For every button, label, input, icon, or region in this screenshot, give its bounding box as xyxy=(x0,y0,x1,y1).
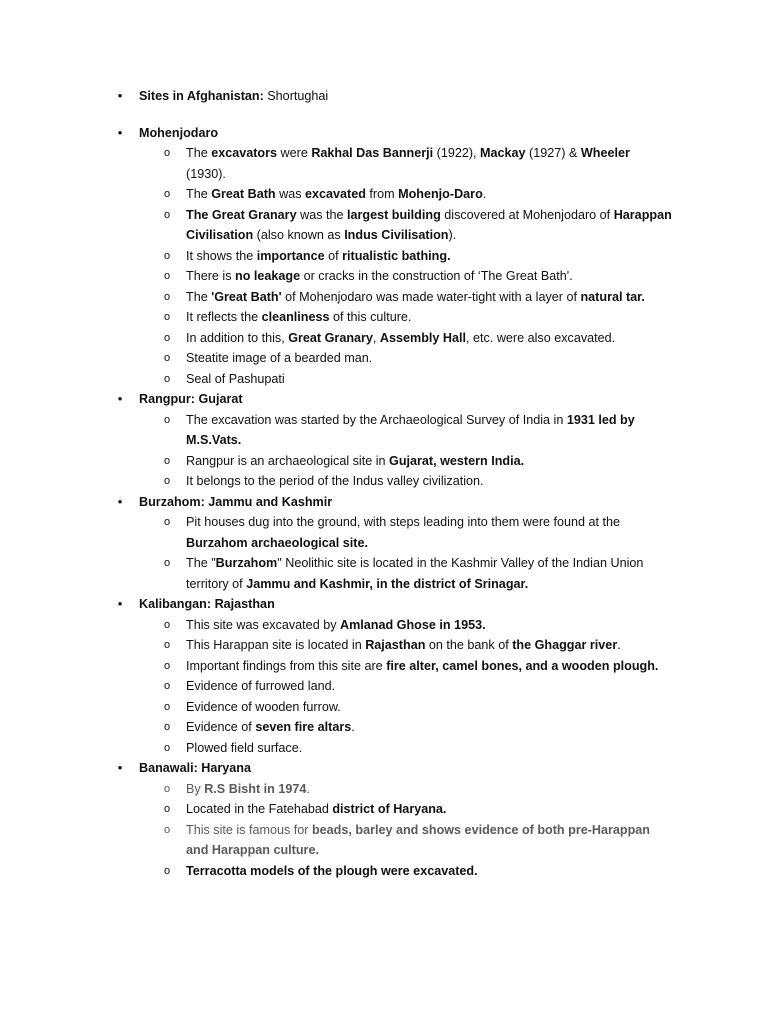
text-segment: Burzahom: Jammu and Kashmir xyxy=(139,494,333,509)
list-item xyxy=(0,861,768,882)
text-segment: (1927) & xyxy=(525,146,581,160)
circle-bullet-icon: o xyxy=(163,475,171,487)
text-segment: Rajasthan xyxy=(365,638,426,652)
text-segment: excavated xyxy=(305,187,366,201)
text-segment: of Mohenjodaro was made water-tight with a layer of xyxy=(281,289,581,304)
bullet-icon: • xyxy=(117,493,123,509)
circle-bullet-icon: o xyxy=(163,864,171,877)
text-segment: from xyxy=(365,187,399,201)
text-segment: 1931 led by M.S.Vats. xyxy=(186,412,635,447)
text-segment: This site is famous for xyxy=(186,822,312,837)
text-segment: Indus Civilisation xyxy=(344,228,449,242)
text-segment: Rakhal Das Bannerji xyxy=(311,146,434,160)
text-segment: Important findings from this site are xyxy=(186,658,387,673)
text-segment: Rangpur is an archaeological site in xyxy=(186,453,390,468)
circle-bullet-icon: o xyxy=(163,803,171,815)
text-segment: The Great Granary xyxy=(186,207,297,222)
text-segment: . xyxy=(306,781,310,796)
bullet-icon: • xyxy=(117,88,123,103)
text-segment: Plowed field surface. xyxy=(186,740,303,755)
section-heading xyxy=(0,758,768,779)
text-segment: Amlanad Ghose in 1953. xyxy=(340,617,486,632)
list-item xyxy=(0,697,768,718)
circle-bullet-icon: o xyxy=(163,290,171,303)
text-segment: Burzahom xyxy=(215,556,278,570)
text-segment: ). xyxy=(448,228,457,242)
text-segment: The xyxy=(186,146,212,160)
list-item xyxy=(0,799,768,820)
list-item xyxy=(0,738,768,759)
list-item xyxy=(0,471,768,492)
circle-bullet-icon: o xyxy=(163,680,171,692)
circle-bullet-icon: o xyxy=(163,372,171,385)
circle-bullet-icon: o xyxy=(163,311,171,323)
circle-bullet-icon: o xyxy=(163,639,171,651)
text-segment: of xyxy=(324,248,343,263)
list-item xyxy=(0,266,768,287)
list-item xyxy=(0,820,768,861)
text-segment: In addition to this, xyxy=(186,330,289,345)
circle-bullet-icon: o xyxy=(163,782,171,795)
list-item xyxy=(0,451,768,472)
text-segment: Gujarat, western India. xyxy=(389,453,525,468)
text-segment: excavators xyxy=(211,146,278,160)
text-segment: Evidence of xyxy=(186,720,256,734)
text-segment: Steatite image of a bearded man. xyxy=(186,351,373,365)
text-segment: Evidence of wooden furrow. xyxy=(186,699,341,714)
text-segment: were xyxy=(277,146,312,160)
bullet-icon: • xyxy=(117,124,123,140)
circle-bullet-icon: o xyxy=(163,557,171,569)
text-segment: By xyxy=(186,781,205,796)
text-segment: Shortughai xyxy=(263,89,329,103)
text-segment: district of Haryana. xyxy=(332,802,447,816)
text-segment: natural tar. xyxy=(580,289,645,304)
circle-bullet-icon: o xyxy=(163,147,171,159)
list-item xyxy=(0,553,768,594)
text-segment: This Harappan site is located in xyxy=(186,638,366,652)
text-segment: R.S Bisht in 1974 xyxy=(204,781,307,796)
circle-bullet-icon: o xyxy=(163,413,171,426)
text-segment: (1922), xyxy=(433,146,481,160)
bullet-icon: • xyxy=(117,760,123,775)
list-item xyxy=(0,143,768,184)
circle-bullet-icon: o xyxy=(163,249,171,262)
list-item xyxy=(0,615,768,636)
text-segment: Great Bath xyxy=(211,187,276,201)
text-segment: Terracotta models of the plough were excavated. xyxy=(186,863,478,878)
text-segment: Sites in Afghanistan: xyxy=(139,89,264,103)
circle-bullet-icon: o xyxy=(163,352,171,364)
circle-bullet-icon: o xyxy=(163,188,171,200)
circle-bullet-icon: o xyxy=(163,270,171,282)
text-segment: Rangpur: Gujarat xyxy=(139,392,243,406)
text-segment: largest building xyxy=(347,207,441,222)
text-segment: There is xyxy=(186,269,235,283)
circle-bullet-icon: o xyxy=(163,208,171,221)
text-segment: 'Great Bath' xyxy=(211,289,282,304)
list-item xyxy=(0,246,768,267)
text-segment: seven fire altars xyxy=(255,720,352,734)
text-segment: Located in the Fatehabad xyxy=(186,802,333,816)
section-heading xyxy=(0,86,768,107)
text-segment: The excavation was started by the Archaeological Survey of India in xyxy=(186,412,567,427)
circle-bullet-icon: o xyxy=(163,741,171,754)
text-segment: fire alter, camel bones, and a wooden plough. xyxy=(386,658,659,673)
circle-bullet-icon: o xyxy=(163,618,171,631)
document-body xyxy=(0,86,768,881)
text-segment: of this culture. xyxy=(329,310,412,324)
text-segment: Pit houses dug into the ground, with steps leading into them were found at the xyxy=(186,515,621,529)
text-segment: The xyxy=(186,187,212,201)
text-segment: It belongs to the period of the Indus valley civilization. xyxy=(186,474,484,488)
text-segment: Evidence of furrowed land. xyxy=(186,679,336,693)
text-segment: on the bank of xyxy=(425,638,513,652)
circle-bullet-icon: o xyxy=(163,659,171,672)
text-segment: . xyxy=(351,720,355,734)
text-segment: (also known as xyxy=(253,228,345,242)
text-segment: Harappan Civilisation xyxy=(186,207,672,242)
text-segment: Mackay xyxy=(480,146,526,160)
circle-bullet-icon: o xyxy=(163,516,171,528)
list-item xyxy=(0,410,768,451)
text-segment: Banawali: Haryana xyxy=(139,761,251,775)
circle-bullet-icon: o xyxy=(163,823,171,836)
text-segment: was the xyxy=(296,207,347,222)
section-heading xyxy=(0,389,768,410)
list-item xyxy=(0,307,768,328)
bullet-icon: • xyxy=(117,391,123,406)
list-item xyxy=(0,717,768,738)
text-segment: Kalibangan: Rajasthan xyxy=(139,597,275,611)
section-heading xyxy=(0,594,768,615)
list-item xyxy=(0,205,768,246)
text-segment: no leakage xyxy=(235,269,301,283)
text-segment: , etc. were also excavated. xyxy=(466,330,616,345)
bullet-icon: • xyxy=(117,596,123,611)
text-segment: The xyxy=(186,289,212,304)
circle-bullet-icon: o xyxy=(163,331,171,344)
list-item xyxy=(0,348,768,369)
text-segment: Mohenjodaro xyxy=(139,125,219,140)
text-segment: Great Granary xyxy=(288,330,373,345)
text-segment: discovered at Mohenjodaro of xyxy=(440,207,614,222)
text-segment: Wheeler xyxy=(580,146,630,160)
list-item xyxy=(0,779,768,800)
text-segment: ritualistic bathing. xyxy=(342,248,451,263)
text-segment: (1930). xyxy=(186,166,226,181)
text-segment: Mohenjo-Daro xyxy=(398,187,483,201)
text-segment: Burzahom archaeological site. xyxy=(186,535,368,550)
list-item xyxy=(0,656,768,677)
section-heading xyxy=(0,123,768,144)
text-segment: It reflects the xyxy=(186,310,262,324)
list-item xyxy=(0,635,768,656)
text-segment: It shows the xyxy=(186,248,257,263)
text-segment: cleanliness xyxy=(261,310,330,324)
text-segment: Assembly Hall xyxy=(379,330,467,345)
list-item xyxy=(0,369,768,390)
list-item xyxy=(0,328,768,349)
text-segment: . xyxy=(617,638,621,652)
circle-bullet-icon: o xyxy=(163,454,171,467)
list-item xyxy=(0,512,768,553)
text-segment: The " xyxy=(186,556,216,570)
text-segment: the Ghaggar river xyxy=(512,638,618,652)
text-segment: importance xyxy=(256,248,325,263)
circle-bullet-icon: o xyxy=(163,721,171,733)
text-segment: Seal of Pashupati xyxy=(186,371,285,386)
text-segment: . xyxy=(482,187,487,201)
list-item xyxy=(0,287,768,308)
list-item xyxy=(0,676,768,697)
section-heading xyxy=(0,492,768,513)
text-segment: or cracks in the construction of ‘The Great Bath'. xyxy=(300,269,573,283)
text-segment: beads, barley and shows evidence of both pre-Harappan and Harappan culture. xyxy=(186,822,650,857)
list-item xyxy=(0,184,768,205)
text-segment: " Neolithic site is located in the Kashmir Valley of the Indian Union territory of xyxy=(186,556,644,591)
text-segment: , xyxy=(372,330,380,345)
text-segment: This site was excavated by xyxy=(186,617,340,632)
text-segment: Jammu and Kashmir, in the district of Srinagar. xyxy=(246,576,529,591)
circle-bullet-icon: o xyxy=(163,700,171,713)
text-segment: was xyxy=(275,187,305,201)
